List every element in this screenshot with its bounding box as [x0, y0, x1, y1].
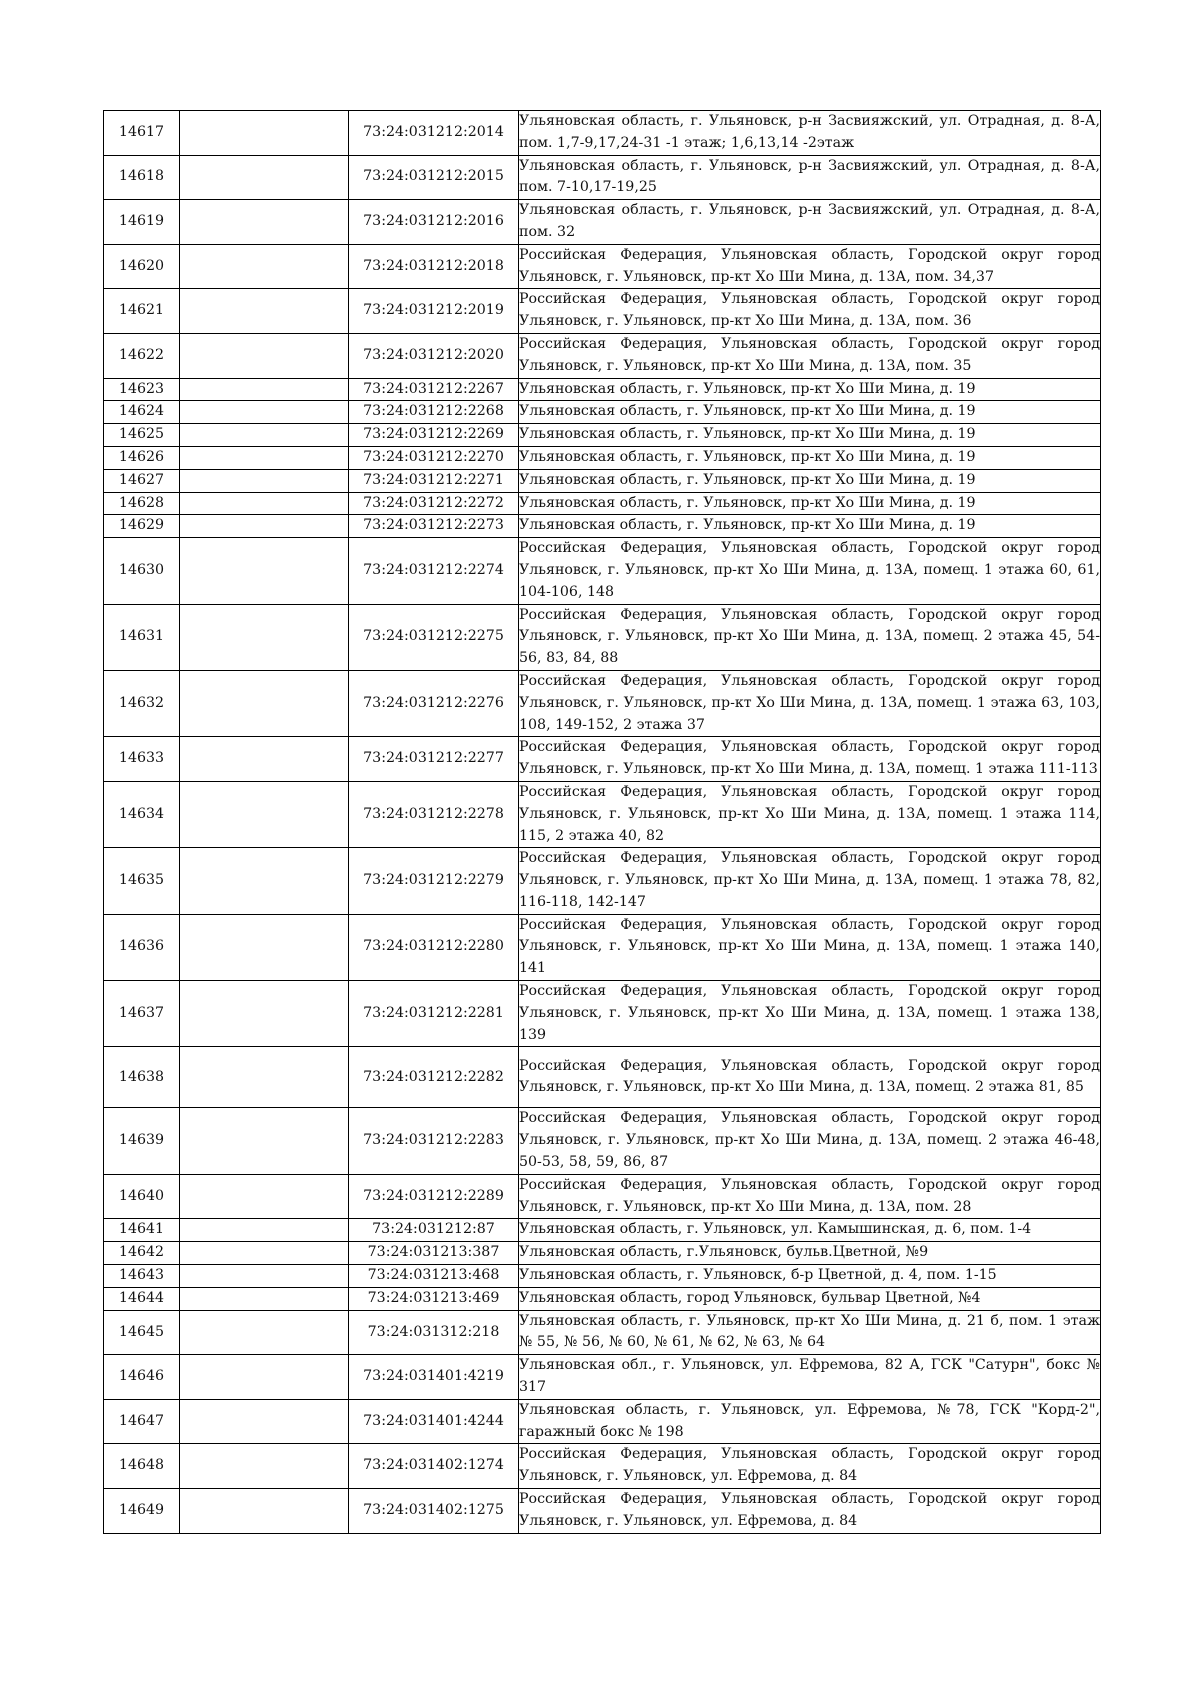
row-number-cell: 14639	[104, 1108, 180, 1174]
table-row	[104, 111, 1101, 156]
address-cell: Ульяновская область, г. Ульяновск, пр-кт Хо Ши Мина, д. 19	[519, 492, 1101, 515]
address-cell: Ульяновская область, г. Ульяновск, р-н Засвияжский, ул. Отрадная, д. 8-А, пом. 32	[519, 200, 1101, 245]
row-number-cell: 14635	[104, 848, 180, 914]
address-cell: Ульяновская область, г. Ульяновск, пр-кт Хо Ши Мина, д. 19	[519, 469, 1101, 492]
address-cell: Российская Федерация, Ульяновская область, Городской округ город Ульяновск, г. Ульяновск, пр-кт Хо Ши Мина, д. 13А, помещ. 1 этажа 60, 61, 104-106, 148	[519, 538, 1101, 604]
empty-cell	[180, 604, 349, 670]
cadastral-number-cell: 73:24:031212:2276	[349, 670, 519, 736]
row-number-cell: 14643	[104, 1265, 180, 1288]
table-row	[104, 781, 1101, 847]
cadastral-number-cell: 73:24:031213:387	[349, 1242, 519, 1265]
empty-cell	[180, 1174, 349, 1219]
table-row	[104, 737, 1101, 782]
cadastral-number-cell: 73:24:031212:2278	[349, 781, 519, 847]
table-row	[104, 1242, 1101, 1265]
table-row	[104, 1287, 1101, 1310]
row-number-cell: 14647	[104, 1399, 180, 1444]
empty-cell	[180, 1219, 349, 1242]
table-row	[104, 604, 1101, 670]
row-number-cell: 14640	[104, 1174, 180, 1219]
address-cell: Ульяновская область, г. Ульяновск, пр-кт Хо Ши Мина, д. 21 б, пом. 1 этаж № 55, № 56, № 60, № 61, № 62, № 63, № 64	[519, 1310, 1101, 1355]
cadastral-number-cell: 73:24:031401:4244	[349, 1399, 519, 1444]
row-number-cell: 14619	[104, 200, 180, 245]
table-row	[104, 1355, 1101, 1400]
row-number-cell: 14633	[104, 737, 180, 782]
table-row	[104, 155, 1101, 200]
cadastral-number-cell: 73:24:031212:2267	[349, 378, 519, 401]
empty-cell	[180, 1399, 349, 1444]
table-row	[104, 244, 1101, 289]
empty-cell	[180, 1444, 349, 1489]
row-number-cell: 14630	[104, 538, 180, 604]
cadastral-number-cell: 73:24:031212:2268	[349, 401, 519, 424]
row-number-cell: 14631	[104, 604, 180, 670]
table-row	[104, 401, 1101, 424]
empty-cell	[180, 1265, 349, 1288]
address-cell: Российская Федерация, Ульяновская область, Городской округ город Ульяновск, г. Ульяновск, пр-кт Хо Ши Мина, д. 13А, помещ. 1 этажа 114, 115, 2 этажа 40, 82	[519, 781, 1101, 847]
empty-cell	[180, 670, 349, 736]
table-row	[104, 515, 1101, 538]
row-number-cell: 14625	[104, 424, 180, 447]
row-number-cell: 14638	[104, 1047, 180, 1108]
empty-cell	[180, 244, 349, 289]
table-row	[104, 1047, 1101, 1108]
document-page	[103, 110, 1100, 1534]
table-row	[104, 1489, 1101, 1534]
address-cell: Ульяновская область, г. Ульяновск, ул. Ефремова, №78, ГСК "Корд-2", гаражный бокс № 198	[519, 1399, 1101, 1444]
empty-cell	[180, 111, 349, 156]
address-cell: Российская Федерация, Ульяновская область, Городской округ город Ульяновск, г. Ульяновск, пр-кт Хо Ши Мина, д. 13А, помещ. 1 этажа 78, 82, 116-118, 142-147	[519, 848, 1101, 914]
cadastral-number-cell: 73:24:031212:2014	[349, 111, 519, 156]
address-cell: Ульяновская область, г.Ульяновск, бульв.Цветной, №9	[519, 1242, 1101, 1265]
empty-cell	[180, 424, 349, 447]
empty-cell	[180, 848, 349, 914]
empty-cell	[180, 200, 349, 245]
table-row	[104, 289, 1101, 334]
empty-cell	[180, 538, 349, 604]
cadastral-number-cell: 73:24:031212:2283	[349, 1108, 519, 1174]
table-row	[104, 469, 1101, 492]
table-row	[104, 446, 1101, 469]
cadastral-number-cell: 73:24:031212:2281	[349, 981, 519, 1047]
row-number-cell: 14645	[104, 1310, 180, 1355]
table-row	[104, 200, 1101, 245]
row-number-cell: 14632	[104, 670, 180, 736]
cadastral-number-cell: 73:24:031212:87	[349, 1219, 519, 1242]
table-row	[104, 1444, 1101, 1489]
empty-cell	[180, 492, 349, 515]
cadastral-number-cell: 73:24:031402:1275	[349, 1489, 519, 1534]
property-register-table	[103, 110, 1101, 1534]
row-number-cell: 14646	[104, 1355, 180, 1400]
address-cell: Российская Федерация, Ульяновская область, Городской округ город Ульяновск, г. Ульяновск, ул. Ефремова, д. 84	[519, 1489, 1101, 1534]
cadastral-number-cell: 73:24:031212:2018	[349, 244, 519, 289]
table-row	[104, 848, 1101, 914]
cadastral-number-cell: 73:24:031212:2270	[349, 446, 519, 469]
cadastral-number-cell: 73:24:031402:1274	[349, 1444, 519, 1489]
row-number-cell: 14637	[104, 981, 180, 1047]
empty-cell	[180, 469, 349, 492]
address-cell: Ульяновская область, г. Ульяновск, пр-кт Хо Ши Мина, д. 19	[519, 424, 1101, 447]
row-number-cell: 14626	[104, 446, 180, 469]
address-cell: Ульяновская область, г. Ульяновск, р-н Засвияжский, ул. Отрадная, д. 8-А, пом. 7-10,17-19,25	[519, 155, 1101, 200]
address-cell: Российская Федерация, Ульяновская область, Городской округ город Ульяновск, г. Ульяновск, пр-кт Хо Ши Мина, д. 13А, пом. 35	[519, 333, 1101, 378]
empty-cell	[180, 1047, 349, 1108]
empty-cell	[180, 1242, 349, 1265]
cadastral-number-cell: 73:24:031212:2282	[349, 1047, 519, 1108]
row-number-cell: 14641	[104, 1219, 180, 1242]
empty-cell	[180, 737, 349, 782]
table-row	[104, 1219, 1101, 1242]
address-cell: Ульяновская область, г. Ульяновск, ул. Камышинская, д. 6, пом. 1-4	[519, 1219, 1101, 1242]
cadastral-number-cell: 73:24:031312:218	[349, 1310, 519, 1355]
empty-cell	[180, 1310, 349, 1355]
cadastral-number-cell: 73:24:031212:2271	[349, 469, 519, 492]
table-row	[104, 914, 1101, 980]
empty-cell	[180, 289, 349, 334]
address-cell: Российская Федерация, Ульяновская область, Городской округ город Ульяновск, г. Ульяновск, пр-кт Хо Ши Мина, д. 13А, помещ. 2 этажа 81, 85	[519, 1047, 1101, 1108]
address-cell: Российская Федерация, Ульяновская область, Городской округ город Ульяновск, г. Ульяновск, пр-кт Хо Ши Мина, д. 13А, пом. 34,37	[519, 244, 1101, 289]
row-number-cell: 14629	[104, 515, 180, 538]
address-cell: Ульяновская область, г. Ульяновск, пр-кт Хо Ши Мина, д. 19	[519, 378, 1101, 401]
table-row	[104, 378, 1101, 401]
cadastral-number-cell: 73:24:031212:2280	[349, 914, 519, 980]
empty-cell	[180, 446, 349, 469]
address-cell: Ульяновская область, г. Ульяновск, пр-кт Хо Ши Мина, д. 19	[519, 515, 1101, 538]
table-row	[104, 538, 1101, 604]
cadastral-number-cell: 73:24:031213:469	[349, 1287, 519, 1310]
cadastral-number-cell: 73:24:031212:2275	[349, 604, 519, 670]
table-row	[104, 670, 1101, 736]
table-row	[104, 1265, 1101, 1288]
address-cell: Ульяновская область, г. Ульяновск, пр-кт Хо Ши Мина, д. 19	[519, 401, 1101, 424]
row-number-cell: 14617	[104, 111, 180, 156]
empty-cell	[180, 1287, 349, 1310]
row-number-cell: 14621	[104, 289, 180, 334]
row-number-cell: 14634	[104, 781, 180, 847]
row-number-cell: 14623	[104, 378, 180, 401]
address-cell: Российская Федерация, Ульяновская область, Городской округ город Ульяновск, г. Ульяновск, пр-кт Хо Ши Мина, д. 13А, помещ. 1 этажа 138, 139	[519, 981, 1101, 1047]
address-cell: Российская Федерация, Ульяновская область, Городской округ город Ульяновск, г. Ульяновск, пр-кт Хо Ши Мина, д. 13А, помещ. 2 этажа 45, 54-56, 83, 84, 88	[519, 604, 1101, 670]
cadastral-number-cell: 73:24:031212:2289	[349, 1174, 519, 1219]
address-cell: Ульяновская область, г. Ульяновск, б-р Цветной, д. 4, пом. 1-15	[519, 1265, 1101, 1288]
row-number-cell: 14622	[104, 333, 180, 378]
cadastral-number-cell: 73:24:031212:2277	[349, 737, 519, 782]
table-body	[104, 111, 1101, 1534]
empty-cell	[180, 1489, 349, 1534]
address-cell: Ульяновская обл., г. Ульяновск, ул. Ефремова, 82 А, ГСК "Сатурн", бокс № 317	[519, 1355, 1101, 1400]
cadastral-number-cell: 73:24:031213:468	[349, 1265, 519, 1288]
table-row	[104, 981, 1101, 1047]
row-number-cell: 14627	[104, 469, 180, 492]
empty-cell	[180, 914, 349, 980]
address-cell: Ульяновская область, город Ульяновск, бульвар Цветной, №4	[519, 1287, 1101, 1310]
cadastral-number-cell: 73:24:031212:2015	[349, 155, 519, 200]
address-cell: Российская Федерация, Ульяновская область, Городской округ город Ульяновск, г. Ульяновск, ул. Ефремова, д. 84	[519, 1444, 1101, 1489]
cadastral-number-cell: 73:24:031212:2269	[349, 424, 519, 447]
table-row	[104, 1310, 1101, 1355]
address-cell: Российская Федерация, Ульяновская область, Городской округ город Ульяновск, г. Ульяновск, пр-кт Хо Ши Мина, д. 13А, помещ. 1 этажа 111-113	[519, 737, 1101, 782]
row-number-cell: 14644	[104, 1287, 180, 1310]
row-number-cell: 14636	[104, 914, 180, 980]
address-cell: Российская Федерация, Ульяновская область, Городской округ город Ульяновск, г. Ульяновск, пр-кт Хо Ши Мина, д. 13А, помещ. 2 этажа 46-48, 50-53, 58, 59, 86, 87	[519, 1108, 1101, 1174]
empty-cell	[180, 378, 349, 401]
address-cell: Российская Федерация, Ульяновская область, Городской округ город Ульяновск, г. Ульяновск, пр-кт Хо Ши Мина, д. 13А, пом. 36	[519, 289, 1101, 334]
row-number-cell: 14624	[104, 401, 180, 424]
address-cell: Российская Федерация, Ульяновская область, Городской округ город Ульяновск, г. Ульяновск, пр-кт Хо Ши Мина, д. 13А, помещ. 1 этажа 140, 141	[519, 914, 1101, 980]
empty-cell	[180, 155, 349, 200]
cadastral-number-cell: 73:24:031401:4219	[349, 1355, 519, 1400]
address-cell: Российская Федерация, Ульяновская область, Городской округ город Ульяновск, г. Ульяновск, пр-кт Хо Ши Мина, д. 13А, пом. 28	[519, 1174, 1101, 1219]
empty-cell	[180, 781, 349, 847]
table-row	[104, 1108, 1101, 1174]
cadastral-number-cell: 73:24:031212:2019	[349, 289, 519, 334]
cadastral-number-cell: 73:24:031212:2016	[349, 200, 519, 245]
row-number-cell: 14620	[104, 244, 180, 289]
table-row	[104, 492, 1101, 515]
empty-cell	[180, 1355, 349, 1400]
row-number-cell: 14648	[104, 1444, 180, 1489]
table-row	[104, 1399, 1101, 1444]
cadastral-number-cell: 73:24:031212:2020	[349, 333, 519, 378]
cadastral-number-cell: 73:24:031212:2274	[349, 538, 519, 604]
address-cell: Российская Федерация, Ульяновская область, Городской округ город Ульяновск, г. Ульяновск, пр-кт Хо Ши Мина, д. 13А, помещ. 1 этажа 63, 103, 108, 149-152, 2 этажа 37	[519, 670, 1101, 736]
address-cell: Ульяновская область, г. Ульяновск, р-н Засвияжский, ул. Отрадная, д. 8-А, пом. 1,7-9,17,24-31 -1 этаж; 1,6,13,14 -2этаж	[519, 111, 1101, 156]
row-number-cell: 14618	[104, 155, 180, 200]
address-cell: Ульяновская область, г. Ульяновск, пр-кт Хо Ши Мина, д. 19	[519, 446, 1101, 469]
row-number-cell: 14628	[104, 492, 180, 515]
table-row	[104, 424, 1101, 447]
table-row	[104, 1174, 1101, 1219]
empty-cell	[180, 515, 349, 538]
table-row	[104, 333, 1101, 378]
row-number-cell: 14642	[104, 1242, 180, 1265]
empty-cell	[180, 1108, 349, 1174]
cadastral-number-cell: 73:24:031212:2272	[349, 492, 519, 515]
empty-cell	[180, 401, 349, 424]
empty-cell	[180, 981, 349, 1047]
row-number-cell: 14649	[104, 1489, 180, 1534]
cadastral-number-cell: 73:24:031212:2273	[349, 515, 519, 538]
empty-cell	[180, 333, 349, 378]
cadastral-number-cell: 73:24:031212:2279	[349, 848, 519, 914]
